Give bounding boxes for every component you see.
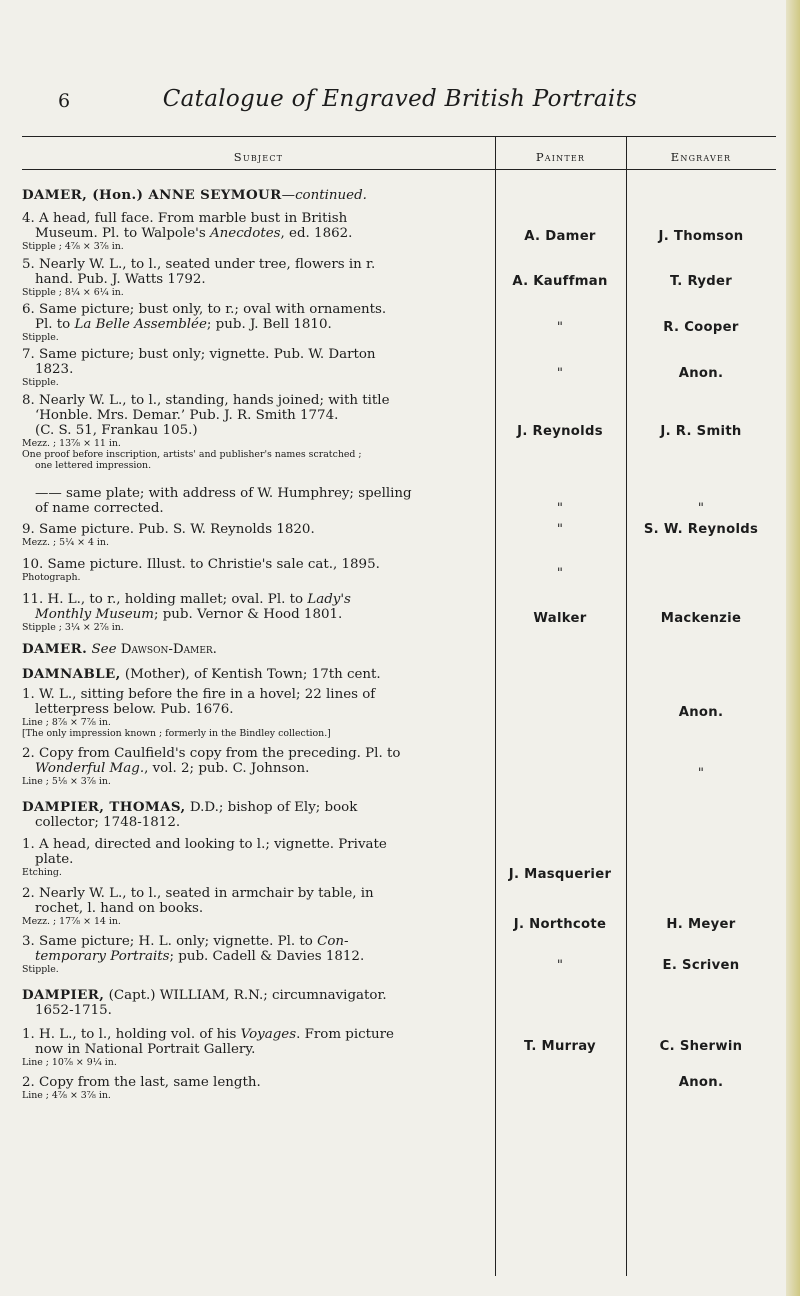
- engraver-cell: H. Meyer: [666, 917, 736, 932]
- entry-line: 1. W. L., sitting before the fire in a hovel; 22 lines of: [22, 687, 376, 702]
- sitter-description: D.D.; bishop of Ely; book: [185, 800, 358, 815]
- entry-line: 10. Same picture. Illust. to Christie's sale cat., 1895.: [22, 557, 380, 572]
- entry-text: 1. H. L., to l., holding vol. of his: [22, 1027, 241, 1042]
- entry-line: letterpress below. Pub. 1676.: [35, 702, 234, 717]
- technique-size: Mezz. ; 13⅞ × 11 in.: [22, 438, 121, 449]
- engraver-cell: Anon.: [678, 366, 724, 381]
- entry-damnable-heading: [22, 667, 500, 682]
- publication-title: Voyages: [240, 1027, 297, 1042]
- engraver-cell: Anon.: [678, 705, 724, 720]
- entry-dampier-william-2: [22, 1075, 500, 1101]
- entry-damer-7: [22, 347, 500, 388]
- publication-title: Lady's: [307, 592, 351, 607]
- painter-cell: J. Northcote: [513, 917, 607, 932]
- entry-line: [22, 1027, 500, 1042]
- engraver-cell: Mackenzie: [660, 611, 742, 626]
- entry-line: now in National Portrait Gallery.: [35, 1042, 256, 1057]
- technique-size: Stipple.: [22, 964, 59, 975]
- engraver-cell: J. Thomson: [658, 229, 744, 244]
- entry-line: plate.: [35, 852, 74, 867]
- entry-damer-4: [22, 211, 500, 252]
- entry-text: ; pub. Vernor & Hood 1801.: [153, 607, 343, 622]
- entry-note: One proof before inscription, artists' and publisher's names scratched ;: [22, 449, 362, 460]
- entry-line: [22, 592, 500, 607]
- technique-size: Mezz. ; 17⅞ × 14 in.: [22, 916, 121, 927]
- entry-damnable-1: [22, 687, 500, 739]
- entry-dampier-thomas-heading: [22, 800, 500, 830]
- entry-line: 1. A head, directed and looking to l.; vignette. Private: [22, 837, 387, 852]
- entry-line: ‘Honble. Mrs. Demar.’ Pub. J. R. Smith 1774.: [35, 408, 339, 423]
- entry-line: [22, 934, 500, 949]
- painter-ditto: ": [556, 566, 564, 581]
- technique-size: Stipple.: [22, 377, 59, 388]
- entry-damer-9: [22, 522, 500, 548]
- entry-line: collector; 1748-1812.: [35, 815, 181, 830]
- engraver-cell: S. W. Reynolds: [643, 522, 759, 537]
- entry-note: [The only impression known ; formerly in the Bindley collection.]: [22, 728, 331, 739]
- painter-ditto: ": [556, 958, 564, 973]
- running-title: Catalogue of Engraved British Portraits: [162, 86, 638, 112]
- painter-cell: Walker: [533, 611, 587, 626]
- technique-size: Line ; 5⅛ × 3⅞ in.: [22, 776, 111, 787]
- painter-cell: A. Kauffman: [512, 274, 608, 289]
- painter-ditto: ": [556, 501, 564, 516]
- entry-damer-10: [22, 557, 500, 583]
- entry-line: of name corrected.: [35, 501, 164, 516]
- painter-ditto: ": [556, 320, 564, 335]
- engraver-cell: J. R. Smith: [660, 424, 742, 439]
- entry-line: 2. Nearly W. L., to l., seated in armchair by table, in: [22, 886, 374, 901]
- publication-title: Anecdotes: [210, 226, 281, 241]
- entry-text: ; pub. J. Bell 1810.: [206, 317, 332, 332]
- entry-damer-6: [22, 302, 500, 343]
- entry-line: hand. Pub. J. Watts 1792.: [35, 272, 206, 287]
- entry-text: . From picture: [296, 1027, 394, 1042]
- entry-line: 5. Nearly W. L., to l., seated under tree, flowers in r.: [22, 257, 376, 272]
- entry-damer-heading: [22, 188, 500, 203]
- entry-line: 6. Same picture; bust only, to r.; oval with ornaments.: [22, 302, 387, 317]
- entry-damer-5: [22, 257, 500, 298]
- painter-ditto: ": [556, 366, 564, 381]
- publication-title: temporary Portraits: [35, 949, 170, 964]
- entry-dampier-thomas-3: [22, 934, 500, 975]
- sitter-name: DAMPIER,: [22, 987, 105, 1003]
- sitter-description: (Capt.) WILLIAM, R.N.; circumnavigator.: [104, 988, 387, 1003]
- technique-size: Stipple ; 4⅞ × 3⅞ in.: [22, 241, 124, 252]
- entry-line: [22, 761, 500, 776]
- engraver-cell: T. Ryder: [669, 274, 733, 289]
- engraver-cell: R. Cooper: [663, 320, 739, 335]
- entry-line: 1652-1715.: [35, 1003, 112, 1018]
- sitter-name: DAMPIER, THOMAS,: [22, 799, 186, 815]
- table-header-rule: [22, 169, 776, 170]
- entry-text: Museum. Pl. to Walpole's: [35, 226, 210, 241]
- entry-damer-11: [22, 592, 500, 633]
- entry-line: (C. S. 51, Frankau 105.): [35, 423, 198, 438]
- continued-note: —continued.: [281, 188, 367, 203]
- entry-dampier-thomas-1: [22, 837, 500, 878]
- entry-line: 8. Nearly W. L., to l., standing, hands joined; with title: [22, 393, 390, 408]
- painter-cell: T. Murray: [524, 1039, 596, 1054]
- publication-title: Monthly Museum: [35, 607, 154, 622]
- entry-dampier-thomas-2: [22, 886, 500, 927]
- entry-line: —— same plate; with address of W. Humphrey; spelling: [35, 486, 412, 501]
- painter-cell: A. Damer: [524, 229, 596, 244]
- technique-size: Line ; 8⅞ × 7⅞ in.: [22, 717, 111, 728]
- sitter-description: (Mother), of Kentish Town; 17th cent.: [124, 667, 381, 682]
- painter-cell: J. Reynolds: [517, 424, 603, 439]
- publication-title: Wonderful Mag.: [35, 761, 145, 776]
- entry-text: ; pub. Cadell & Davies 1812.: [169, 949, 365, 964]
- entry-note: one lettered impression.: [35, 460, 152, 471]
- technique-size: Stipple ; 3¼ × 2⅞ in.: [22, 622, 124, 633]
- entry-text: , vol. 2; pub. C. Johnson.: [144, 761, 310, 776]
- entry-text: , ed. 1862.: [280, 226, 353, 241]
- technique-size: Line ; 10⅞ × 9¼ in.: [22, 1057, 117, 1068]
- entry-line: 1823.: [35, 362, 74, 377]
- technique-size: Photograph.: [22, 572, 81, 583]
- engraver-cell: C. Sherwin: [659, 1039, 743, 1054]
- column-header-painter: Painter: [535, 150, 586, 164]
- technique-size: Stipple ; 8¼ × 6¼ in.: [22, 287, 124, 298]
- entry-line: 4. A head, full face. From marble bust in British: [22, 211, 348, 226]
- table-top-rule: [22, 136, 776, 137]
- engraver-ditto: ": [697, 766, 705, 781]
- sitter-name: DAMER.: [22, 641, 88, 657]
- painter-cell: J. Masquerier: [508, 867, 612, 882]
- entry-line: [22, 988, 500, 1003]
- painter-ditto: ": [556, 522, 564, 537]
- technique-size: Etching.: [22, 867, 62, 878]
- column-header-engraver: Engraver: [670, 150, 732, 164]
- entry-line: [22, 226, 500, 241]
- technique-size: Line ; 4⅞ × 3⅞ in.: [22, 1090, 111, 1101]
- engraver-ditto: ": [697, 501, 705, 516]
- technique-size: Mezz. ; 5¼ × 4 in.: [22, 537, 109, 548]
- page-number: 6: [58, 90, 71, 112]
- publication-title: Con-: [317, 934, 349, 949]
- entry-damnable-2: [22, 746, 500, 787]
- entry-line: rochet, l. hand on books.: [35, 901, 204, 916]
- entry-damer-8-state: [22, 486, 500, 516]
- entry-line: 7. Same picture; bust only; vignette. Pub. W. Darton: [22, 347, 376, 362]
- entry-damer-see: [22, 642, 500, 657]
- entry-dampier-william-1: [22, 1027, 500, 1068]
- sitter-name: DAMNABLE,: [22, 666, 121, 682]
- technique-size: Stipple.: [22, 332, 59, 343]
- column-header-subject: Subject: [233, 150, 284, 164]
- see-label: See: [91, 642, 117, 657]
- entry-line: 9. Same picture. Pub. S. W. Reynolds 1820.: [22, 522, 315, 537]
- entry-line: [22, 800, 500, 815]
- page-edge-shadow: [786, 0, 800, 1296]
- entry-text: Pl. to: [35, 317, 75, 332]
- entry-line: [22, 607, 500, 622]
- sitter-name: DAMER, (Hon.) ANNE SEYMOUR: [22, 187, 282, 203]
- entry-text: 11. H. L., to r., holding mallet; oval. Pl. to: [22, 592, 308, 607]
- engraver-cell: E. Scriven: [662, 958, 740, 973]
- engraver-cell: Anon.: [678, 1075, 724, 1090]
- entry-line: 2. Copy from Caulfield's copy from the preceding. Pl. to: [22, 746, 401, 761]
- publication-title: La Belle Assemblée: [74, 317, 207, 332]
- entry-line: [22, 949, 500, 964]
- cross-reference: Dawson-Damer.: [120, 642, 217, 657]
- entry-text: 3. Same picture; H. L. only; vignette. Pl. to: [22, 934, 318, 949]
- entry-line: [22, 317, 500, 332]
- entry-line: 2. Copy from the last, same length.: [22, 1075, 261, 1090]
- entry-dampier-william-heading: [22, 988, 500, 1018]
- entry-damer-8: [22, 393, 500, 471]
